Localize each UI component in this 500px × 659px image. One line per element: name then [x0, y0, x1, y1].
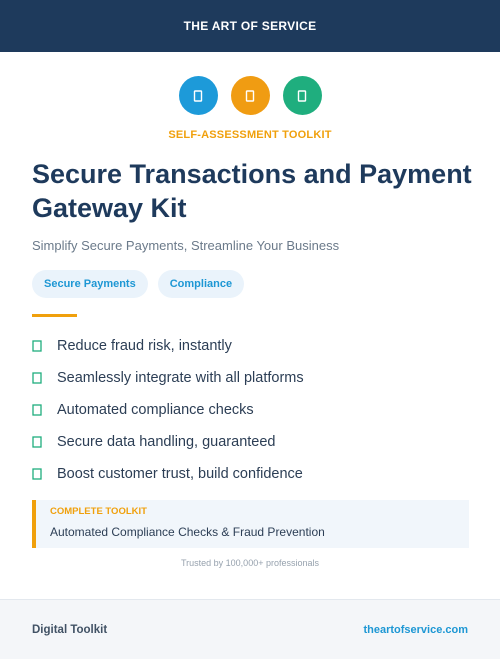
check-icon [32, 404, 42, 416]
icon-row [0, 76, 500, 115]
list-item [32, 426, 304, 458]
brand-name: THE ART OF SERVICE [183, 19, 317, 33]
tag-secure-payments: Secure Payments [32, 270, 148, 298]
list-item [32, 330, 304, 362]
list-item [32, 394, 304, 426]
feature-text: Seamlessly integrate with all platforms [57, 370, 304, 386]
check-icon [32, 340, 42, 352]
list-item [32, 458, 304, 490]
feature-text: Reduce fraud risk, instantly [57, 338, 232, 354]
accent-divider [32, 314, 77, 317]
lock-icon [231, 76, 270, 115]
page-title: Secure Transactions and Payment Gateway Kit [32, 159, 472, 223]
feature-text: Automated compliance checks [57, 402, 254, 418]
callout-label: COMPLETE TOOLKIT [50, 506, 147, 517]
check-icon [32, 468, 42, 480]
feature-text: Boost customer trust, build confidence [57, 466, 303, 482]
tag-compliance: Compliance [158, 270, 244, 298]
page-subtitle: Simplify Secure Payments, Streamline Your Business [32, 238, 340, 253]
feature-list [32, 330, 304, 490]
eyebrow-label: SELF-ASSESSMENT TOOLKIT [168, 129, 332, 141]
check-icon [32, 372, 42, 384]
footer-label: Digital Toolkit [32, 623, 108, 636]
callout-text: Automated Compliance Checks & Fraud Prevention [50, 525, 325, 539]
document-check-icon [283, 76, 322, 115]
tag-list [32, 270, 244, 298]
feature-text: Secure data handling, guaranteed [57, 434, 276, 450]
trust-note: Trusted by 100,000+ professionals [180, 558, 319, 568]
footer [0, 599, 500, 659]
shield-icon [179, 76, 218, 115]
header-bar [0, 0, 500, 52]
list-item [32, 362, 304, 394]
toolkit-callout [32, 500, 469, 548]
website-link[interactable]: theartofservice.com [363, 623, 468, 636]
check-icon [32, 436, 42, 448]
